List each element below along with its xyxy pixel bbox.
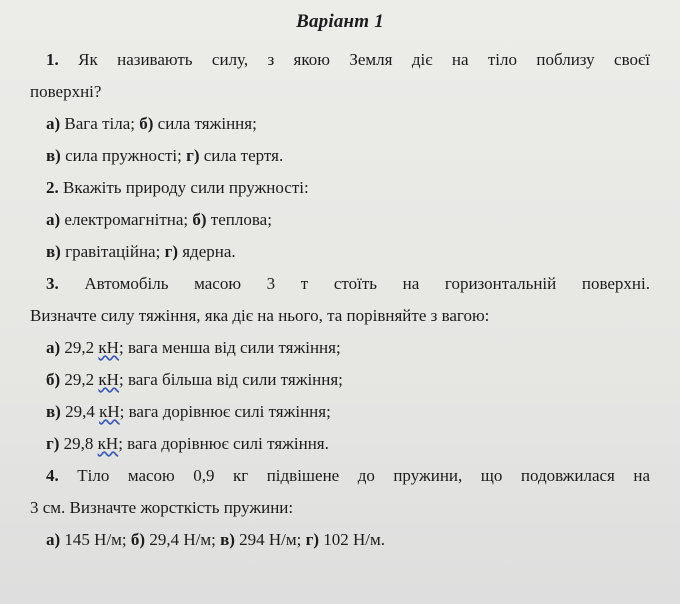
- option-letter: а): [46, 114, 61, 133]
- option-value: 29,8: [63, 434, 94, 453]
- option-text: 145 Н/м;: [64, 530, 127, 549]
- question-2-options-row-2: [30, 236, 650, 268]
- option-letter: а): [46, 210, 61, 229]
- option-value: 29,2: [64, 338, 95, 357]
- question-3-number: 3.: [46, 274, 59, 293]
- option-letter: а): [46, 338, 61, 357]
- question-1-line-1: [30, 44, 650, 76]
- option-letter: г): [186, 146, 200, 165]
- option-letter: г): [164, 242, 178, 261]
- option-letter: в): [46, 146, 61, 165]
- option-unit: кН: [98, 338, 119, 357]
- question-2-text: Вкажіть природу сили пружності:: [63, 178, 309, 197]
- option-letter: б): [46, 370, 61, 389]
- option-text: 102 Н/м.: [323, 530, 386, 549]
- option-text: електромагнітна;: [64, 210, 189, 229]
- variant-title: Варіант 1: [296, 11, 384, 32]
- question-3-text-1: Автомобіль масою 3 т стоїть на горизонтальній поверхні.: [84, 274, 650, 293]
- option-text: гравітаційна;: [65, 242, 161, 261]
- option-letter: б): [192, 210, 207, 229]
- option-text: ; вага більша від сили тяжіння;: [118, 370, 343, 389]
- option-letter: б): [139, 114, 154, 133]
- question-3-option-c: [30, 396, 650, 428]
- option-text: ядерна.: [182, 242, 236, 261]
- option-text: 29,4 Н/м;: [149, 530, 216, 549]
- option-value: 29,4: [65, 402, 95, 421]
- option-value: 29,2: [64, 370, 95, 389]
- option-letter: г): [305, 530, 320, 549]
- option-letter: в): [46, 242, 61, 261]
- question-2-line: [30, 172, 650, 204]
- option-unit: кН: [97, 434, 119, 453]
- option-text: Вага тіла;: [64, 114, 135, 133]
- option-unit: кН: [98, 370, 119, 389]
- option-letter: в): [46, 402, 61, 421]
- option-unit: кН: [99, 402, 120, 421]
- question-2-options-row-1: [30, 204, 650, 236]
- question-4-text-1: Тіло масою 0,9 кг підвішене до пружини, що подовжилася на: [77, 466, 651, 485]
- question-3-option-a: [30, 332, 650, 364]
- option-letter: б): [130, 530, 146, 549]
- question-2-number: 2.: [46, 178, 59, 197]
- option-text: теплова;: [210, 210, 272, 229]
- question-1-line-2: поверхні?: [30, 82, 102, 101]
- option-text: сила тяжіння;: [157, 114, 257, 133]
- question-4-line-1: [30, 460, 650, 492]
- question-3-option-d: [30, 428, 650, 460]
- option-text: ; вага менша від сили тяжіння;: [118, 338, 341, 357]
- option-text: ; вага дорівнює силі тяжіння;: [119, 402, 331, 421]
- option-text: сила тертя.: [203, 146, 284, 165]
- option-text: ; вага дорівнює силі тяжіння.: [118, 434, 329, 453]
- question-1-number: 1.: [46, 50, 59, 69]
- question-3-line-2: Визначте силу тяжіння, яка діє на нього, та порівняйте з вагою:: [30, 306, 490, 325]
- question-3-line-1: [30, 268, 650, 300]
- question-1-options-row-1: [30, 108, 650, 140]
- question-3-option-b: [30, 364, 650, 396]
- option-letter: г): [46, 434, 60, 453]
- question-4-number: 4.: [46, 466, 59, 485]
- option-letter: в): [220, 530, 235, 549]
- question-1-text-1: Як називають силу, з якою Земля діє на тіло поблизу своєї: [78, 50, 650, 69]
- option-text: сила пружності;: [65, 146, 182, 165]
- question-4-line-2: 3 см. Визначте жорсткість пружини:: [30, 498, 294, 517]
- question-1-options-row-2: [30, 140, 650, 172]
- option-letter: а): [46, 530, 61, 549]
- option-text: 294 Н/м;: [239, 530, 302, 549]
- question-4-options-row: [30, 524, 650, 556]
